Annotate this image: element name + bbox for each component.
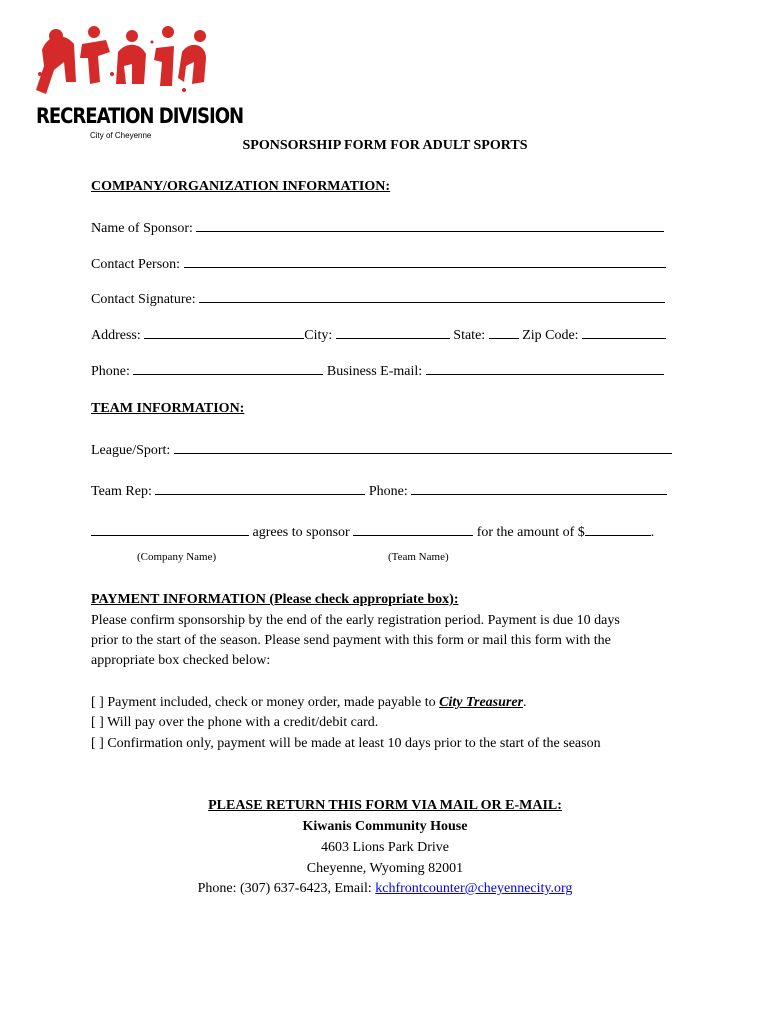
agreement-period: . <box>650 525 655 540</box>
league-sport-row <box>91 441 672 460</box>
option-included-text: Payment included, check or money order, made payable to <box>107 695 436 710</box>
return-city-state: Cheyenne, Wyoming 82001 <box>306 861 464 876</box>
name-of-sponsor-row <box>91 219 664 238</box>
return-phone-text: Phone: (307) 637-6423, Email: <box>197 881 372 896</box>
league-sport-label: League/Sport: <box>91 443 171 458</box>
payment-option-included[interactable] <box>91 694 527 712</box>
team-rep-label: Team Rep: <box>91 484 152 499</box>
contact-person-row <box>91 255 666 274</box>
contact-signature-field[interactable] <box>199 290 665 303</box>
agreement-row <box>91 523 654 542</box>
logo-subtitle: City of Cheyenne <box>90 131 152 140</box>
for-amount-text: for the amount of $ <box>476 525 585 540</box>
recreation-division-logo <box>34 22 244 140</box>
team-rep-field[interactable] <box>155 482 365 495</box>
state-field[interactable] <box>489 326 519 339</box>
company-name-field[interactable] <box>91 523 249 536</box>
payment-instructions <box>91 611 681 671</box>
option-confirmation-text: Confirmation only, payment will be made at least 10 days prior to the start of the season <box>107 736 601 751</box>
return-email-link[interactable]: kchfrontcounter@cheyennecity.org <box>375 881 573 896</box>
name-of-sponsor-field[interactable] <box>196 219 664 232</box>
zip-field[interactable] <box>582 326 666 339</box>
return-heading: PLEASE RETURN THIS FORM VIA MAIL OR E-MAIL: <box>208 798 562 813</box>
team-phone-field[interactable] <box>411 482 667 495</box>
league-sport-field[interactable] <box>174 441 672 454</box>
option-included-period: . <box>523 695 527 710</box>
company-section-heading: COMPANY/ORGANIZATION INFORMATION: <box>91 179 391 194</box>
payment-line-1: Please confirm sponsorship by the end of the early registration period. Payment is due 10 days <box>91 613 620 628</box>
athletes-logo-graphic <box>34 22 210 104</box>
business-email-label: Business E-mail: <box>326 364 423 379</box>
payment-line-3: appropriate box checked below: <box>91 653 271 668</box>
payment-option-confirmation[interactable] <box>91 735 601 753</box>
payment-line-2: prior to the start of the season. Please send payment with this form or mail this form with the <box>91 633 611 648</box>
team-rep-row <box>91 482 667 501</box>
form-title: SPONSORSHIP FORM FOR ADULT SPORTS <box>242 138 528 153</box>
team-name-field[interactable] <box>353 523 473 536</box>
return-org-name: Kiwanis Community House <box>302 819 468 834</box>
logo-title: RECREATION DIVISION <box>36 104 244 128</box>
contact-person-label: Contact Person: <box>91 257 181 272</box>
agrees-to-sponsor-text: agrees to sponsor <box>252 525 350 540</box>
payee-name: City Treasurer <box>439 695 524 710</box>
phone-email-row <box>91 362 664 381</box>
contact-signature-label: Contact Signature: <box>91 292 196 307</box>
state-label: State: <box>453 328 486 343</box>
business-email-field[interactable] <box>426 362 664 375</box>
zip-label: Zip Code: <box>522 328 579 343</box>
team-section-heading: TEAM INFORMATION: <box>91 401 245 416</box>
address-field[interactable] <box>144 326 304 339</box>
contact-signature-row <box>91 290 665 309</box>
checkbox-payment-included[interactable]: [ ] <box>91 695 104 710</box>
payment-option-phone[interactable] <box>91 714 378 732</box>
contact-person-field[interactable] <box>184 255 666 268</box>
city-field[interactable] <box>336 326 450 339</box>
return-street: 4603 Lions Park Drive <box>321 840 449 855</box>
company-name-caption: (Company Name) <box>137 551 217 563</box>
checkbox-confirmation-only[interactable]: [ ] <box>91 736 104 751</box>
return-phone-email <box>0 880 770 898</box>
team-phone-label: Phone: <box>368 484 408 499</box>
phone-label: Phone: <box>91 364 130 379</box>
option-phone-text: Will pay over the phone with a credit/debit card. <box>107 715 379 730</box>
amount-field[interactable] <box>585 523 651 536</box>
name-of-sponsor-label: Name of Sponsor: <box>91 221 193 236</box>
address-row <box>91 326 666 345</box>
payment-section-heading: PAYMENT INFORMATION (Please check appropriate box): <box>91 592 459 607</box>
checkbox-pay-by-phone[interactable]: [ ] <box>91 715 104 730</box>
team-name-caption: (Team Name) <box>388 551 449 563</box>
phone-field[interactable] <box>133 362 323 375</box>
city-label: City: <box>304 328 333 343</box>
address-label: Address: <box>91 328 141 343</box>
